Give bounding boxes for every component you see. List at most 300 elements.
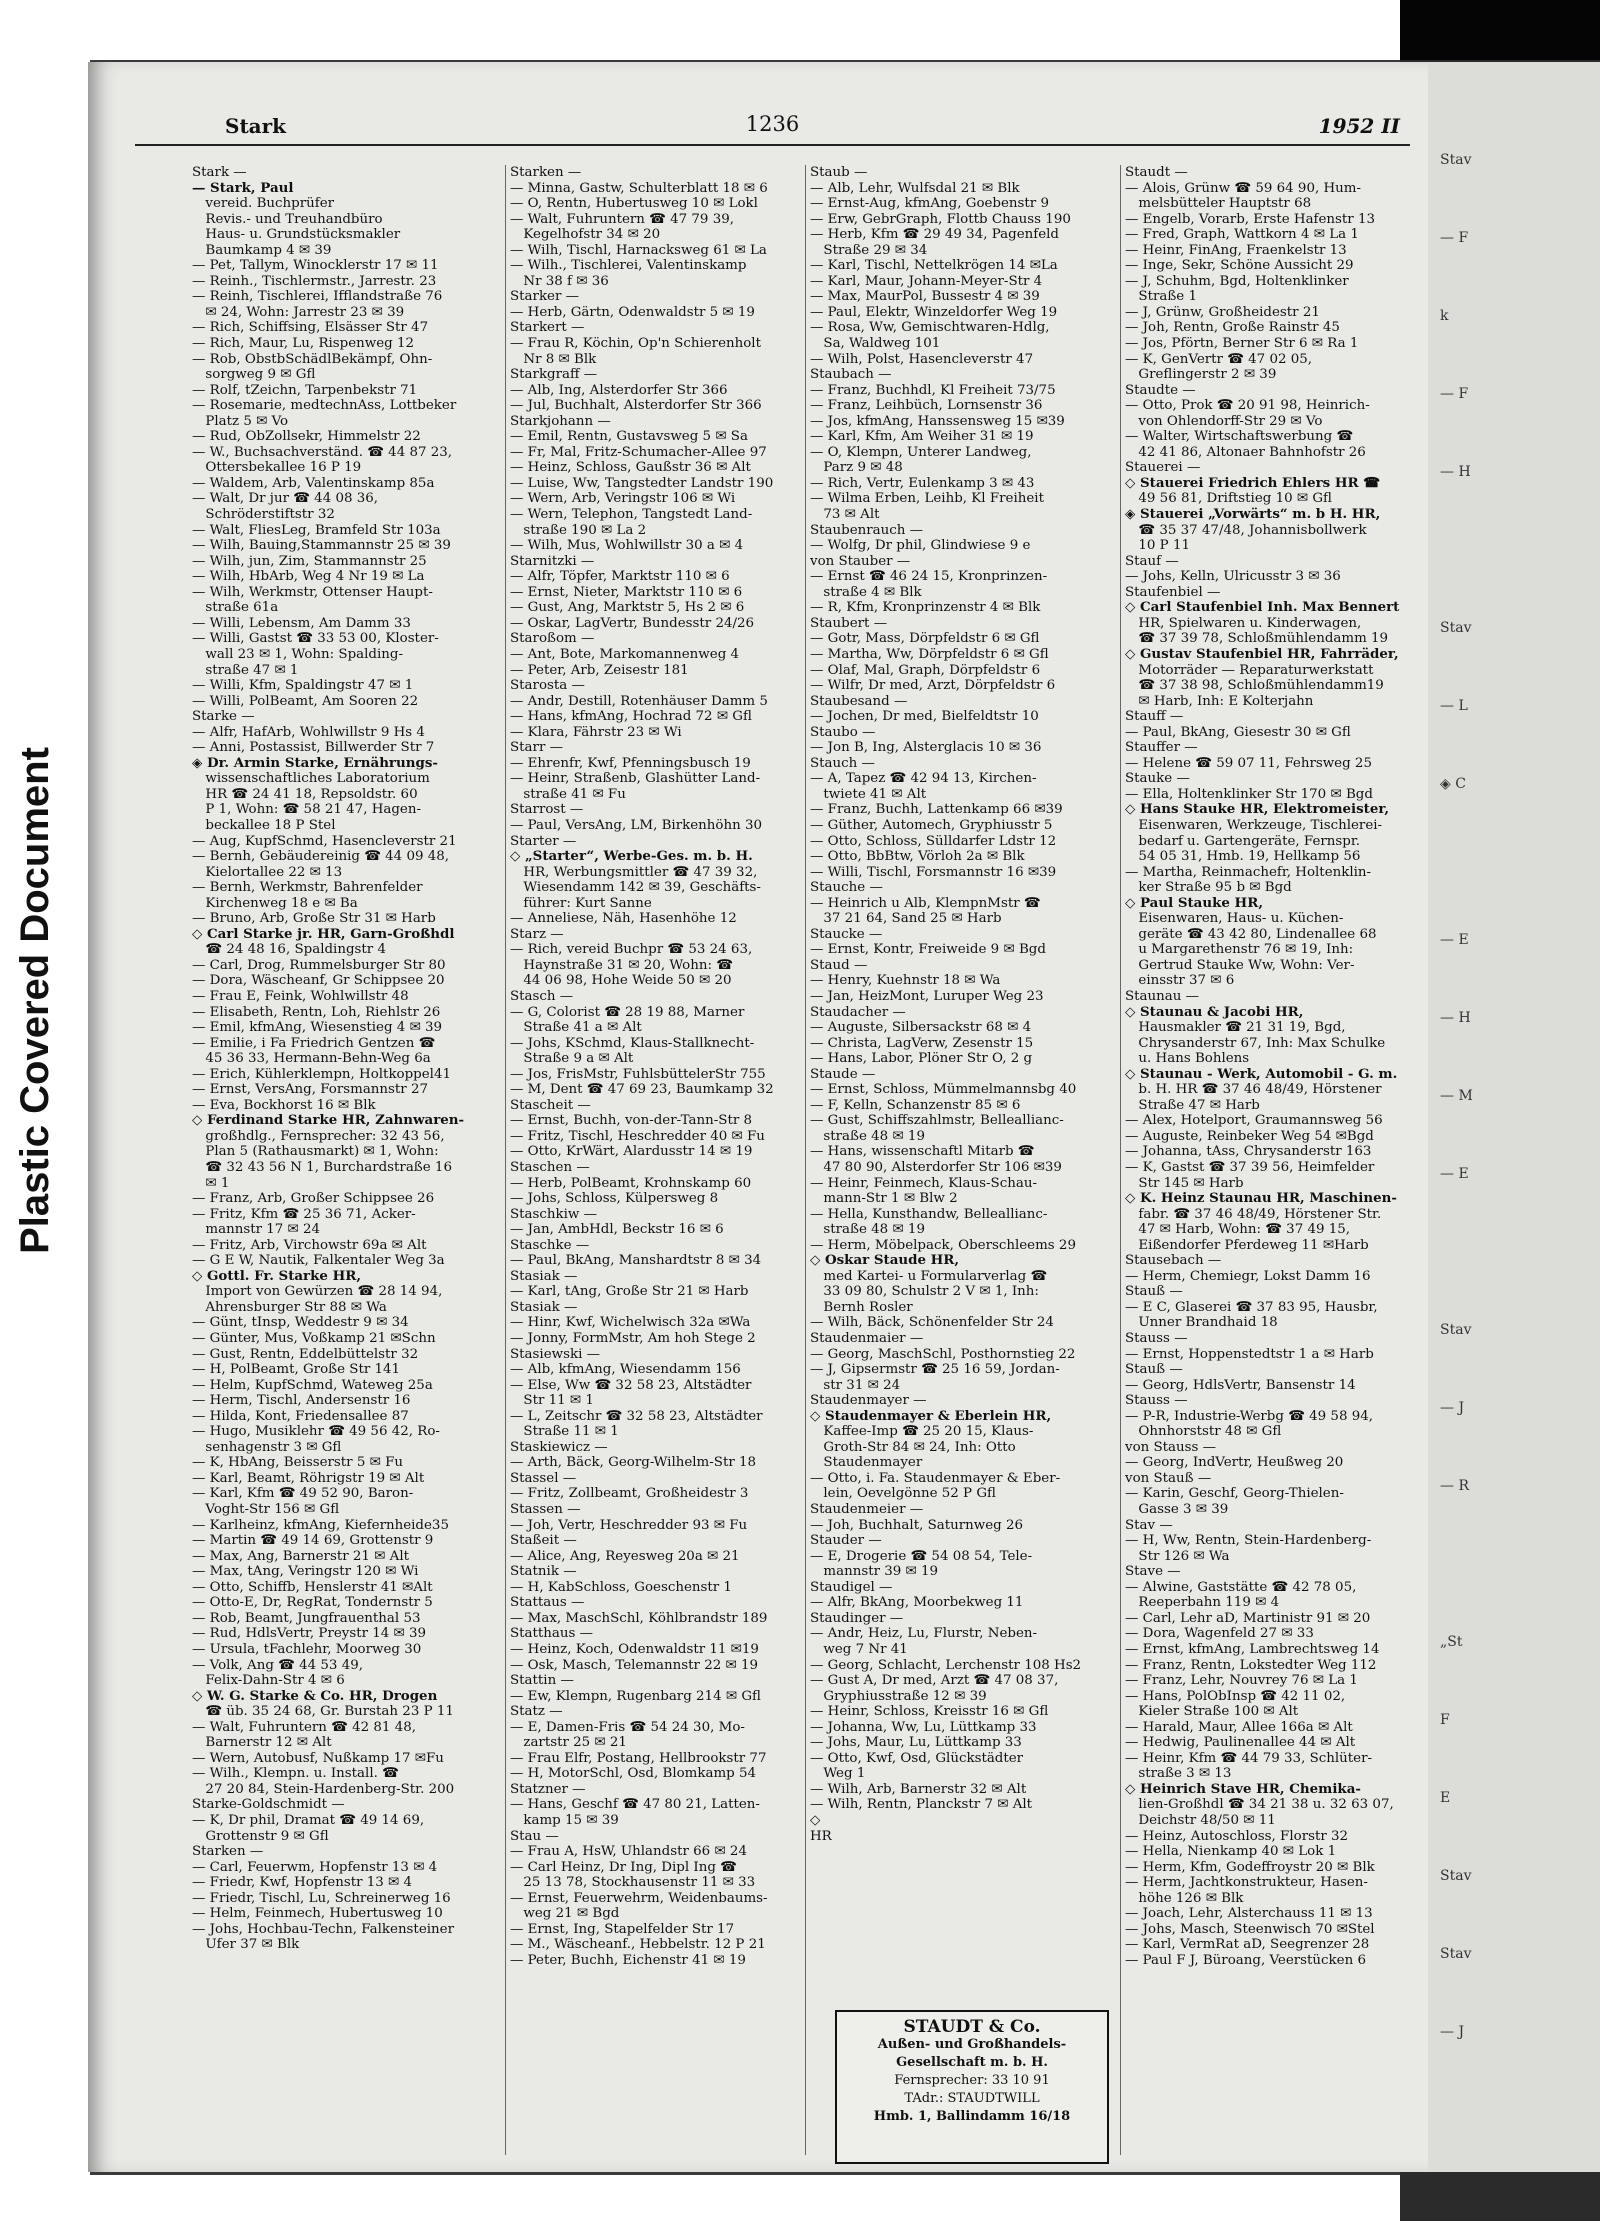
ad-phone: Fernsprecher: 33 10 91 <box>894 2073 1050 2088</box>
directory-entry-line: — Hilda, Kont, Friedensallee 87 <box>192 1408 409 1424</box>
directory-entry-line: Kegelhofstr 34 ✉ 20 <box>510 227 661 243</box>
directory-entry-line: Starter — <box>510 833 577 849</box>
directory-entry-line: — Walter, Wirtschaftswerbung ☎ <box>1125 429 1354 445</box>
directory-entry-line: Starker — <box>510 289 580 305</box>
directory-entry-line: 37 21 64, Sand 25 ✉ Harb <box>810 911 1002 927</box>
edition-year: 1952 II <box>1318 114 1400 138</box>
directory-entry-line: HR, Werbungsmittler ☎ 47 39 32, <box>510 864 758 880</box>
directory-entry-line: — Jochen, Dr med, Bielfeldtstr 10 <box>810 709 1039 725</box>
directory-entry-line: — O, Rentn, Hubertusweg 10 ✉ Lokl <box>510 196 758 212</box>
directory-entry-line: straße 47 ✉ 1 <box>192 662 299 678</box>
directory-entry-line: — Franz, Rentn, Lokstedter Weg 112 <box>1125 1657 1377 1673</box>
directory-entry-line: straße 41 ✉ Fu <box>510 786 626 802</box>
directory-entry-line: bedarf u. Gartengeräte, Fernspr. <box>1125 833 1361 849</box>
directory-entry-line: — Dora, Wäscheanf, Gr Schippsee 20 <box>192 973 445 989</box>
directory-entry-line: 45 36 33, Hermann-Behn-Weg 6a <box>192 1051 431 1067</box>
scan-background-top <box>0 0 1600 60</box>
directory-entry-line: — Frau Elfr, Postang, Hellbrookstr 77 <box>510 1750 767 1766</box>
directory-entry-line: Staudigel — <box>810 1579 893 1595</box>
directory-entry-line: beckallee 18 P Stel <box>192 817 336 833</box>
directory-entry-line: — K, Dr phil, Dramat ☎ 49 14 69, <box>192 1812 425 1828</box>
directory-entry-line: ◇ Carl Starke jr. HR, Garn-Großhdl <box>192 926 455 942</box>
directory-entry-line: ◇ Gottl. Fr. Starke HR, <box>192 1268 362 1284</box>
directory-entry-line: — Franz, Leihbüch, Lornsenstr 36 <box>810 398 1043 414</box>
directory-entry-line: — Paul F J, Büroang, Veerstücken 6 <box>1125 1952 1366 1968</box>
directory-entry-line: straße 4 ✉ Blk <box>810 584 922 600</box>
directory-entry-line: Statzner — <box>510 1781 586 1797</box>
directory-entry-line: — F, Kelln, Schanzenstr 85 ✉ 6 <box>810 1097 1021 1113</box>
directory-entry-line: Stauch — <box>810 755 875 771</box>
directory-entry-line: 44 06 98, Hohe Weide 50 ✉ 20 <box>510 973 732 989</box>
directory-entry-line: — Walt, Dr jur ☎ 44 08 36, <box>192 491 379 507</box>
directory-entry-line: Straße 1 <box>1125 289 1197 305</box>
directory-entry-line: — Otto-E, Dr, RegRat, Tondernstr 5 <box>192 1595 433 1611</box>
directory-entry-line: — Gotr, Mass, Dörpfeldstr 6 ✉ Gfl <box>810 631 1040 647</box>
directory-entry-line: — Wilh, Werkmstr, Ottenser Haupt- <box>192 584 433 600</box>
directory-entry-line: — Franz, Lehr, Nouvrey 76 ✉ La 1 <box>1125 1673 1358 1689</box>
edge-fragment-line: — J <box>1440 2024 1465 2040</box>
directory-entry-line: — Gust, Schiffszahlmstr, Belleallianc- <box>810 1113 1064 1129</box>
directory-entry-line: wissenschaftliches Laboratorium <box>192 771 430 787</box>
directory-entry-line: — Herb, Gärtn, Odenwaldstr 5 ✉ 19 <box>510 304 755 320</box>
directory-entry-line: — Max, tAng, Veringstr 120 ✉ Wi <box>192 1564 419 1580</box>
directory-entry-line: — Wolfg, Dr phil, Glindwiese 9 e <box>810 538 1031 554</box>
directory-entry-line: — Georg, MaschSchl, Posthornstieg 22 <box>810 1346 1076 1362</box>
directory-entry-line: — O, Klempn, Unterer Landweg, <box>810 444 1032 460</box>
directory-entry-line: — Herm, Kfm, Godeffroystr 20 ✉ Blk <box>1125 1859 1375 1875</box>
directory-entry-line: Stasiak — <box>510 1299 578 1315</box>
directory-entry-line: Eisenwaren, Werkzeuge, Tischlerei- <box>1125 817 1383 833</box>
directory-entry-line: Haus- u. Grundstücksmakler <box>192 227 401 243</box>
directory-entry-line: — Georg, HdlsVertr, Bansenstr 14 <box>1125 1377 1356 1393</box>
directory-entry-line: — Jonny, FormMstr, Am hoh Stege 2 <box>510 1331 756 1347</box>
directory-entry-line: Straße 41 a ✉ Alt <box>510 1020 642 1036</box>
directory-entry-line: — Jon B, Ing, Alsterglacis 10 ✉ 36 <box>810 740 1042 756</box>
directory-entry-line: — Johs, KSchmd, Klaus-Stallknecht- <box>510 1035 755 1051</box>
directory-entry-line: — Rolf, tZeichn, Tarpenbekstr 71 <box>192 382 418 398</box>
directory-entry-line: — K, HbAng, Beisserstr 5 ✉ Fu <box>192 1455 403 1471</box>
directory-entry-line: — Volk, Ang ☎ 44 53 49, <box>192 1657 364 1673</box>
directory-entry-line: Stauder — <box>810 1533 882 1549</box>
directory-entry-line: — Georg, IndVertr, Heußweg 20 <box>1125 1455 1344 1471</box>
directory-entry-line: HR <box>810 1828 832 1844</box>
directory-entry-line: — Günt, tInsp, Weddestr 9 ✉ 34 <box>192 1315 409 1331</box>
directory-entry-line: 47 ✉ Harb, Wohn: ☎ 37 49 15, <box>1125 1222 1351 1238</box>
directory-entry-line: — Friedr, Tischl, Lu, Schreinerweg 16 <box>192 1890 451 1906</box>
directory-entry-line: — Wilh., Tischlerei, Valentinskamp <box>510 258 747 274</box>
directory-column-2 <box>505 165 808 2155</box>
directory-entry-line: — Wilh, Bauing,Stammannstr 25 ✉ 39 <box>192 538 451 554</box>
directory-entry-line: Stauss — <box>1125 1331 1188 1347</box>
directory-entry-line: — Martha, Ww, Dörpfeldstr 6 ✉ Gfl <box>810 646 1049 662</box>
directory-entry-line: Str 11 ✉ 1 <box>510 1393 594 1409</box>
directory-entry-line: Stauff — <box>1125 709 1184 725</box>
directory-entry-line: Straße 47 ✉ Harb <box>1125 1097 1260 1113</box>
directory-entry-line: — Helm, Feinmech, Hubertusweg 10 <box>192 1906 443 1922</box>
directory-entry-line: Stauerei — <box>1125 460 1201 476</box>
directory-entry-line: ✉ Harb, Inh: E Kolterjahn <box>1125 693 1314 709</box>
directory-entry-line: Reeperbahn 119 ✉ 4 <box>1125 1595 1280 1611</box>
directory-entry-line: Ahrensburger Str 88 ✉ Wa <box>192 1299 387 1315</box>
running-head-name: Stark <box>225 114 287 138</box>
directory-entry-line: — Ursula, tFachlehr, Moorweg 30 <box>192 1641 422 1657</box>
directory-entry-line: — M., Wäscheanf., Hebbelstr. 12 P 21 <box>510 1937 766 1953</box>
directory-entry-line: Stattin — <box>510 1673 574 1689</box>
directory-entry-line: — Fr, Mal, Fritz-Schumacher-Allee 97 <box>510 444 767 460</box>
directory-entry-line: Ufer 37 ✉ Blk <box>192 1937 300 1953</box>
directory-entry-line: — Dora, Wagenfeld 27 ✉ 33 <box>1125 1626 1314 1642</box>
directory-entry-line: — Wilh, Tischl, Harnacksweg 61 ✉ La <box>510 242 767 258</box>
directory-entry-line: — Wilh, Bäck, Schönenfelder Str 24 <box>810 1315 1054 1331</box>
directory-entry-line: ◇ Gustav Staufenbiel HR, Fahrräder, <box>1125 646 1399 662</box>
directory-entry-line: — Frau R, Köchin, Op'n Schierenholt <box>510 336 761 352</box>
directory-entry-line: von Stauß — <box>1125 1470 1212 1486</box>
directory-entry-line: Stauf — <box>1125 553 1179 569</box>
directory-entry-line: ☎ 37 39 78, Schloßmühlendamm 19 <box>1125 631 1389 647</box>
directory-entry-line: — Rich, Maur, Lu, Rispenweg 12 <box>192 336 415 352</box>
directory-entry-line: — Ernst, Hoppenstedtstr 1 a ✉ Harb <box>1125 1346 1374 1362</box>
directory-entry-line: — Luise, Ww, Tangstedter Landstr 190 <box>510 475 774 491</box>
directory-entry-line: Stav — <box>1125 1517 1173 1533</box>
directory-entry-line: — H, Ww, Rentn, Stein-Hardenberg- <box>1125 1533 1372 1549</box>
directory-entry-line: — Bernh, Gebäudereinig ☎ 44 09 48, <box>192 849 450 865</box>
edge-fragment-line: F <box>1440 1712 1450 1728</box>
directory-entry-line: Deichstr 48/50 ✉ 11 <box>1125 1812 1276 1828</box>
directory-entry-line: Import von Gewürzen ☎ 28 14 94, <box>192 1284 443 1300</box>
directory-entry-line: Parz 9 ✉ 48 <box>810 460 903 476</box>
directory-entry-line: Staroßom — <box>510 631 595 647</box>
directory-entry-line: — E, Damen-Fris ☎ 54 24 30, Mo- <box>510 1719 745 1735</box>
directory-entry-line: — Ehrenfr, Kwf, Pfenningsbusch 19 <box>510 755 751 771</box>
directory-entry-line: — Fritz, Kfm ☎ 25 36 71, Acker- <box>192 1206 416 1222</box>
directory-entry-line: — Alois, Grünw ☎ 59 64 90, Hum- <box>1125 180 1361 196</box>
directory-entry-line: — Hans, wissenschaftl Mitarb ☎ <box>810 1144 1035 1160</box>
directory-column-4 <box>1120 165 1425 2155</box>
directory-entry-line: — Engelb, Vorarb, Erste Hafenstr 13 <box>1125 211 1376 227</box>
directory-entry-line: — Joh, Vertr, Heschredder 93 ✉ Fu <box>510 1517 748 1533</box>
edge-fragment-line <box>1440 852 1590 930</box>
directory-entry-line: Chrysanderstr 67, Inh: Max Schulke <box>1125 1035 1386 1051</box>
directory-entry-line: — G E W, Nautik, Falkentaler Weg 3a <box>192 1253 445 1269</box>
directory-entry-line: Starosta — <box>510 678 585 694</box>
directory-entry-line: — Alex, Hotelport, Graumannsweg 56 <box>1125 1113 1383 1129</box>
directory-entry-line: wall 23 ✉ 1, Wohn: Spalding- <box>192 646 403 662</box>
directory-column-3 <box>805 165 1115 2155</box>
directory-entry-line: ✉ 1 <box>192 1175 230 1191</box>
directory-entry-line: — Willi, Gastst ☎ 33 53 00, Kloster- <box>192 631 439 647</box>
staudt-advertisement <box>835 2010 1109 2164</box>
directory-entry-line: — P-R, Industrie-Werbg ☎ 49 58 94, <box>1125 1408 1374 1424</box>
directory-entry-line: Stauffer — <box>1125 740 1198 756</box>
directory-entry-line: — Karl, tAng, Große Str 21 ✉ Harb <box>510 1284 749 1300</box>
directory-entry-line: — Oskar, LagVertr, Bundesstr 24/26 <box>510 615 755 631</box>
directory-entry-line: — Johs, Maur, Lu, Lüttkamp 33 <box>810 1735 1022 1751</box>
directory-entry-line: — Jos, kfmAng, Hanssensweg 15 ✉39 <box>810 413 1065 429</box>
directory-entry-line: ker Straße 95 b ✉ Bgd <box>1125 880 1292 896</box>
directory-entry-line: Stauß — <box>1125 1284 1183 1300</box>
directory-entry-line: — Heinr, Schloss, Kreisstr 16 ✉ Gfl <box>810 1704 1049 1720</box>
edge-fragment-line: — M <box>1440 1088 1473 1104</box>
directory-entry-line: — Otto, KrWärt, Alardusstr 14 ✉ 19 <box>510 1144 753 1160</box>
directory-entry-line: Revis.- und Treuhandbüro <box>192 211 383 227</box>
directory-entry-line: mannstr 39 ✉ 19 <box>810 1564 939 1580</box>
directory-entry-line: 47 80 90, Alsterdorfer Str 106 ✉39 <box>810 1160 1062 1175</box>
edge-fragment-line <box>1440 1554 1590 1632</box>
directory-entry-line: Motorräder — Reparaturwerkstatt <box>1125 662 1374 678</box>
directory-entry-line: Eisenwaren, Haus- u. Küchen- <box>1125 911 1344 927</box>
directory-entry-line: — Heinrich u Alb, KlempnMstr ☎ <box>810 895 1041 911</box>
directory-entry-line: — Johs, Hochbau-Techn, Falkensteiner <box>192 1921 454 1937</box>
directory-entry-line: — Emil, Rentn, Gustavsweg 5 ✉ Sa <box>510 429 748 445</box>
directory-entry-line: ◇ „Starter“, Werbe-Ges. m. b. H. <box>510 849 753 865</box>
edge-fragment-line: Stav <box>1440 1946 1472 1962</box>
edge-fragment-line: — E <box>1440 1166 1469 1182</box>
directory-entry-line: — Heinr, FinAng, Fraenkelstr 13 <box>1125 242 1347 258</box>
edge-fragment-line: k <box>1440 308 1449 324</box>
directory-entry-line: — Ernst, Feuerwehrm, Weidenbaums- <box>510 1890 768 1906</box>
directory-entry-line: — Jul, Buchhalt, Alsterdorfer Str 366 <box>510 398 762 414</box>
ad-line-1: Außen- und Großhandels- <box>877 2037 1067 2052</box>
directory-entry-line: — Aug, KupfSchmd, Hasencleverstr 21 <box>192 833 457 849</box>
directory-entry-line: — Helene ☎ 59 07 11, Fehrsweg 25 <box>1125 755 1372 771</box>
directory-entry-line: — Ernst, Kontr, Freiweide 9 ✉ Bgd <box>810 942 1046 958</box>
directory-entry-line: Unner Brandhaid 18 <box>1125 1315 1278 1331</box>
directory-entry-line: zartstr 25 ✉ 21 <box>510 1735 627 1751</box>
directory-entry-line: Starkgraff — <box>510 367 598 383</box>
directory-entry-line: ◇ Paul Stauke HR, <box>1125 895 1263 911</box>
directory-entry-line: — Hans, kfmAng, Hochrad 72 ✉ Gfl <box>510 709 752 725</box>
directory-entry-line: Stascheit — <box>510 1097 591 1113</box>
directory-entry-line: — Herm, Chemiegr, Lokst Damm 16 <box>1125 1268 1371 1284</box>
directory-entry-line: — Herb, Kfm ☎ 29 49 34, Pagenfeld <box>810 227 1059 243</box>
directory-entry-line: — Carl, Drog, Rummelsburger Str 80 <box>192 957 446 973</box>
directory-entry-line: — Willi, PolBeamt, Am Sooren 22 <box>192 693 419 709</box>
directory-entry-line: Staudenmayer — <box>810 1393 927 1409</box>
directory-entry-line: — Wilh, HbArb, Weg 4 Nr 19 ✉ La <box>192 569 425 585</box>
directory-entry-line: Straße 9 a ✉ Alt <box>510 1051 634 1067</box>
directory-entry-line: — Alb, Ing, Alsterdorfer Str 366 <box>510 382 728 398</box>
directory-entry-line: — Carl, Feuerwm, Hopfenstr 13 ✉ 4 <box>192 1859 438 1875</box>
directory-entry-line: vereid. Buchprüfer <box>192 196 335 212</box>
directory-entry-line: — Anneliese, Näh, Hasenhöhe 12 <box>510 911 737 927</box>
directory-entry-line: Felix-Dahn-Str 4 ✉ 6 <box>192 1673 345 1689</box>
directory-entry-line: — W., Buchsachverständ. ☎ 44 87 23, <box>192 444 453 460</box>
plastic-covered-label <box>0 600 70 1400</box>
directory-entry-line: — Peter, Buchh, Eichenstr 41 ✉ 19 <box>510 1952 746 1968</box>
edge-fragment-line: Stav <box>1440 1322 1472 1338</box>
directory-entry-line: 42 41 86, Altonaer Bahnhofstr 26 <box>1125 444 1366 460</box>
scan-corner <box>1400 0 1600 60</box>
directory-entry-line: Staudenmayer <box>810 1455 923 1471</box>
directory-entry-line: 73 ✉ Alt <box>810 507 880 523</box>
directory-entry-line: straße 48 ✉ 19 <box>810 1222 925 1238</box>
edge-fragment-line <box>1440 1242 1590 1320</box>
directory-entry-line: Kielortallee 22 ✉ 13 <box>192 864 343 880</box>
directory-entry-line: — Alice, Ang, Reyesweg 20a ✉ 21 <box>510 1548 740 1564</box>
directory-entry-line: — Andr, Destill, Rotenhäuser Damm 5 <box>510 693 768 709</box>
directory-entry-line: — Rosemarie, medtechnAss, Lottbeker <box>192 398 457 414</box>
directory-entry-line: straße 61a <box>192 600 279 616</box>
directory-entry-line: — Gust, Rentn, Eddelbüttelstr 32 <box>192 1346 419 1362</box>
directory-entry-line: Eißendorfer Pferdeweg 11 ✉Harb <box>1125 1237 1369 1253</box>
directory-entry-line: Starke — <box>192 709 255 725</box>
directory-entry-line: HR, Spielwaren u. Kinderwagen, <box>1125 615 1362 631</box>
directory-entry-line: — Fritz, Zollbeamt, Großheidestr 3 <box>510 1486 749 1502</box>
edge-fragment-line: ◈ C <box>1440 776 1466 792</box>
edge-fragment-line: E <box>1440 1790 1451 1806</box>
directory-entry-line: ✉ 24, Wohn: Jarrestr 23 ✉ 39 <box>192 304 405 320</box>
directory-entry-line: — Herm, Tischl, Andersenstr 16 <box>192 1393 411 1409</box>
directory-entry-line: twiete 41 ✉ Alt <box>810 786 927 802</box>
directory-entry-line: Stauke — <box>1125 771 1190 787</box>
directory-entry-line: — Heinz, Autoschloss, Florstr 32 <box>1125 1828 1349 1844</box>
directory-entry-line: Staubenrauch — <box>810 522 924 538</box>
directory-entry-line: — Ernst, Schloss, Mümmelmannsbg 40 <box>810 1082 1077 1098</box>
directory-entry-line: — Hedwig, Paulinenallee 44 ✉ Alt <box>1125 1735 1356 1751</box>
directory-entry-line: Staudenmaier — <box>810 1331 924 1347</box>
directory-entry-line: — Günter, Mus, Voßkamp 21 ✉Schn <box>192 1331 436 1347</box>
directory-entry-line: — Alfr, HafArb, Wohlwillstr 9 Hs 4 <box>192 724 425 740</box>
directory-entry-line: weg 7 Nr 41 <box>810 1641 908 1657</box>
directory-entry-line: — Fred, Graph, Wattkorn 4 ✉ La 1 <box>1125 227 1359 243</box>
directory-entry-line: ◇ Staunau - Werk, Automobil - G. m. <box>1125 1066 1398 1082</box>
directory-entry-line: — Frau A, HsW, Uhlandstr 66 ✉ 24 <box>510 1844 747 1860</box>
directory-entry-line: mannstr 17 ✉ 24 <box>192 1222 321 1238</box>
directory-entry-line: — Willi, Lebensm, Am Damm 33 <box>192 615 411 631</box>
directory-entry-line: Stauche — <box>810 880 883 896</box>
directory-entry-line: b. H. HR ☎ 37 46 48/49, Hörstener <box>1125 1082 1382 1098</box>
next-page-column-fragment <box>1440 150 1590 2100</box>
directory-entry-line: Starken — <box>192 1844 264 1860</box>
directory-entry-line: — Johs, Masch, Steenwisch 70 ✉Stel <box>1125 1921 1375 1937</box>
directory-entry-line: Barnerstr 12 ✉ Alt <box>192 1735 332 1751</box>
directory-entry-line: — Henry, Kuehnstr 18 ✉ Wa <box>810 973 1001 989</box>
directory-entry-line: — Stark, Paul <box>192 180 294 196</box>
directory-entry-line: Staubo — <box>810 724 876 740</box>
directory-entry-line: Platz 5 ✉ Vo <box>192 413 289 429</box>
directory-entry-line: Straße 29 ✉ 34 <box>810 242 928 258</box>
ad-telegram: TAdr.: STAUDTWILL <box>904 2091 1040 2106</box>
directory-entry-line: Statthaus — <box>510 1626 594 1642</box>
directory-entry-line: ◇ Stauerei Friedrich Ehlers HR ☎ <box>1125 475 1380 491</box>
directory-entry-line: — K, Gastst ☎ 37 39 56, Heimfelder <box>1125 1160 1375 1175</box>
directory-entry-line: — Heinz, Koch, Odenwaldstr 11 ✉19 <box>510 1641 759 1657</box>
directory-entry-line: — H, PolBeamt, Große Str 141 <box>192 1362 401 1378</box>
directory-entry-line: Gryphiusstraße 12 ✉ 39 <box>810 1688 987 1704</box>
directory-entry-line: Starr — <box>510 740 563 756</box>
directory-entry-line: — Ernst-Aug, kfmAng, Goebenstr 9 <box>810 196 1049 212</box>
edge-fragment-line: — H <box>1440 464 1471 480</box>
directory-entry-line: — Gust A, Dr med, Arzt ☎ 47 08 37, <box>810 1673 1059 1689</box>
directory-entry-line: großhdlg., Fernsprecher: 32 43 56, <box>192 1128 445 1144</box>
directory-entry-line: — Rud, HdlsVertr, Preystr 14 ✉ 39 <box>192 1626 427 1642</box>
directory-entry-line: — Gust, Ang, Marktstr 5, Hs 2 ✉ 6 <box>510 600 745 616</box>
edge-fragment-line: Stav <box>1440 1868 1472 1884</box>
ad-title: STAUDT & Co. <box>903 2017 1041 2037</box>
directory-entry-line: mann-Str 1 ✉ Blw 2 <box>810 1191 958 1207</box>
directory-entry-line: 33 09 80, Schulstr 2 V ✉ 1, Inh: <box>810 1284 1039 1300</box>
plastic-covered-text: Plastic Covered Document <box>12 746 57 1254</box>
directory-entry-line: Straße 11 ✉ 1 <box>510 1424 619 1440</box>
directory-entry-line: — Else, Ww ☎ 32 58 23, Altstädter <box>510 1377 752 1393</box>
directory-entry-line: Staschen — <box>510 1160 590 1175</box>
directory-entry-line: Stasiak — <box>510 1268 578 1284</box>
directory-entry-line: senhagenstr 3 ✉ Gfl <box>192 1439 342 1455</box>
directory-entry-line: — Otto, Schiffb, Henslerstr 41 ✉Alt <box>192 1579 433 1595</box>
directory-entry-line: — Otto, Prok ☎ 20 91 98, Heinrich- <box>1125 398 1370 414</box>
directory-entry-line: — Karl, VermRat aD, Seegrenzer 28 <box>1125 1937 1370 1953</box>
directory-entry-line: Str 126 ✉ Wa <box>1125 1548 1230 1564</box>
directory-entry-line: — Alb, Lehr, Wulfsdal 21 ✉ Blk <box>810 180 1020 196</box>
directory-entry-line: Nr 8 ✉ Blk <box>510 351 597 367</box>
directory-entry-line: — Wilh, jun, Zim, Stammannstr 25 <box>192 553 427 569</box>
directory-entry-line: Hausmakler ☎ 21 31 19, Bgd, <box>1125 1020 1346 1036</box>
directory-entry-line: — Karl, Kfm ☎ 49 52 90, Baron- <box>192 1486 414 1502</box>
directory-entry-line: u. Hans Bohlens <box>1125 1051 1250 1067</box>
directory-entry-line: — Rich, vereid Buchpr ☎ 53 24 63, <box>510 942 753 958</box>
directory-entry-line: — Christa, LagVerw, Zesenstr 15 <box>810 1035 1034 1051</box>
directory-entry-line: ☎ 37 38 98, Schloßmühlendamm19 <box>1125 678 1384 694</box>
directory-entry-line: Staudte — <box>1125 382 1196 398</box>
directory-entry-line: Staucke — <box>810 926 883 942</box>
directory-entry-line: — E C, Glaserei ☎ 37 83 95, Hausbr, <box>1125 1299 1378 1315</box>
directory-entry-line: geräte ☎ 43 42 80, Lindenallee 68 <box>1125 926 1377 942</box>
directory-entry-line: — Friedr, Kwf, Hopfenstr 13 ✉ 4 <box>192 1875 413 1891</box>
directory-entry-line: — Willi, Kfm, Spaldingstr 47 ✉ 1 <box>192 678 414 694</box>
directory-entry-line: — Max, Ang, Barnerstr 21 ✉ Alt <box>192 1548 409 1564</box>
directory-entry-line: — Emilie, i Fa Friedrich Gentzen ☎ <box>192 1035 436 1051</box>
directory-entry-line: straße 3 ✉ 13 <box>1125 1766 1232 1782</box>
page-number: 1236 <box>745 112 800 136</box>
directory-entry-line: — Wilh, Rentn, Planckstr 7 ✉ Alt <box>810 1797 1033 1813</box>
directory-entry-line: Str 145 ✉ Harb <box>1125 1175 1244 1191</box>
directory-entry-line: — Alwine, Gaststätte ☎ 42 78 05, <box>1125 1579 1357 1595</box>
directory-entry-line: — Alfr, Töpfer, Marktstr 110 ✉ 6 <box>510 569 730 585</box>
directory-entry-line: Stattaus — <box>510 1595 585 1611</box>
directory-entry-line: — R, Kfm, Kronprinzenstr 4 ✉ Blk <box>810 600 1041 616</box>
directory-entry-line: — Alfr, BkAng, Moorbekweg 11 <box>810 1595 1024 1611</box>
directory-entry-line: lein, Oevelgönne 52 P Gfl <box>810 1486 996 1502</box>
directory-entry-line: — Erw, GebrGraph, Flottb Chauss 190 <box>810 211 1071 227</box>
directory-entry-line: — Herm, Jachtkonstrukteur, Hasen- <box>1125 1875 1368 1891</box>
directory-entry-line: — Franz, Buchh, Lattenkamp 66 ✉39 <box>810 802 1063 818</box>
edge-fragment-line: — J <box>1440 1400 1465 1416</box>
directory-entry-line: — Karl, Beamt, Röhrigstr 19 ✉ Alt <box>192 1470 425 1486</box>
directory-entry-line: — Franz, Arb, Großer Schippsee 26 <box>192 1191 435 1207</box>
directory-entry-line: Staschkiw — <box>510 1206 598 1222</box>
directory-entry-line: — Paul, BkAng, Giesestr 30 ✉ Gfl <box>1125 724 1351 740</box>
directory-entry-line: — Wern, Autobusf, Nußkamp 17 ✉Fu <box>192 1750 444 1766</box>
directory-entry-line: P 1, Wohn: ☎ 58 21 47, Hagen- <box>192 802 422 818</box>
directory-entry-line: Staßeit — <box>510 1533 577 1549</box>
directory-entry-line: — Osk, Masch, Telemannstr 22 ✉ 19 <box>510 1657 759 1673</box>
directory-entry-line: — Karl, Maur, Johann-Meyer-Str 4 <box>810 273 1043 289</box>
directory-entry-line: — Bruno, Arb, Große Str 31 ✉ Harb <box>192 911 436 927</box>
directory-entry-line: — Ernst ☎ 46 24 15, Kronprinzen- <box>810 569 1048 585</box>
directory-entry-line: Weg 1 <box>810 1766 866 1782</box>
directory-entry-line: — Emil, kfmAng, Wiesenstieg 4 ✉ 39 <box>192 1020 443 1036</box>
directory-entry-line: HR ☎ 24 41 18, Repsoldstr. 60 <box>192 786 418 802</box>
directory-entry-line: — Helm, KupfSchmd, Wateweg 25a <box>192 1377 433 1393</box>
directory-entry-line: — Karl, Kfm, Am Weiher 31 ✉ 19 <box>810 429 1034 445</box>
directory-entry-line: — Auguste, Reinbeker Weg 54 ✉Bgd <box>1125 1128 1374 1144</box>
directory-entry-line: — Alb, kfmAng, Wiesendamm 156 <box>510 1362 741 1378</box>
directory-entry-line: — Eva, Bockhorst 16 ✉ Blk <box>192 1097 376 1113</box>
directory-entry-line: — Wilma Erben, Leihb, Kl Freiheit <box>810 491 1044 507</box>
directory-entry-line: — Walt, Fuhruntern ☎ 47 79 39, <box>510 211 735 227</box>
directory-entry-line: ◈ Dr. Armin Starke, Ernährungs- <box>192 755 438 771</box>
directory-entry-line: ◇ Ferdinand Starke HR, Zahnwaren- <box>192 1113 465 1129</box>
